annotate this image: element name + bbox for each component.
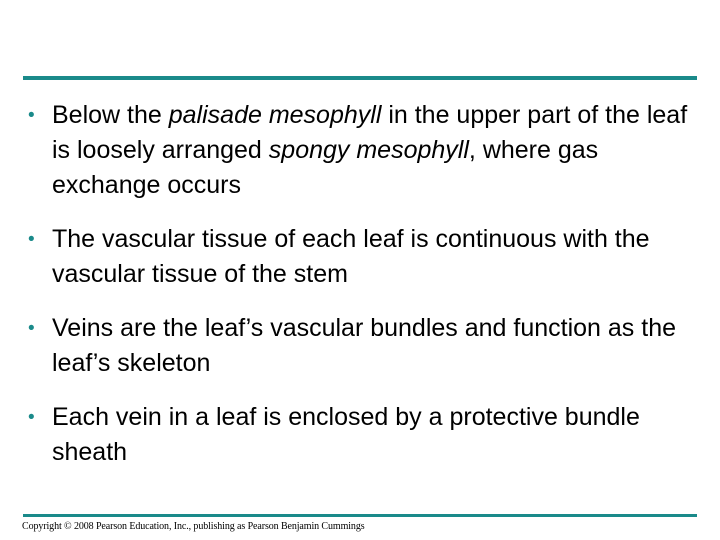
bottom-divider bbox=[23, 514, 697, 517]
bullet-dot-icon: • bbox=[28, 407, 35, 428]
bullet-text: Below the palisade mesophyll in the upper part of the leaf is loosely arranged spongy mesophyll, where gas exchange occurs bbox=[52, 101, 688, 199]
bullet-item bbox=[28, 222, 708, 292]
bullet-dot-icon: • bbox=[28, 318, 35, 339]
top-divider bbox=[23, 76, 697, 80]
bullet-item bbox=[28, 400, 708, 470]
bullet-item bbox=[28, 98, 708, 203]
bullet-text: Veins are the leaf’s vascular bundles and function as the leaf’s skeleton bbox=[52, 314, 677, 377]
bullet-dot-icon: • bbox=[28, 105, 35, 126]
bullet-item bbox=[28, 311, 708, 381]
bullet-text: The vascular tissue of each leaf is continuous with the vascular tissue of the stem bbox=[52, 225, 650, 288]
bullet-dot-icon: • bbox=[28, 229, 35, 250]
bullet-text: Each vein in a leaf is enclosed by a protective bundle sheath bbox=[52, 403, 640, 466]
copyright-notice: Copyright © 2008 Pearson Education, Inc., publishing as Pearson Benjamin Cummings bbox=[22, 521, 365, 532]
bullet-list bbox=[28, 98, 708, 470]
